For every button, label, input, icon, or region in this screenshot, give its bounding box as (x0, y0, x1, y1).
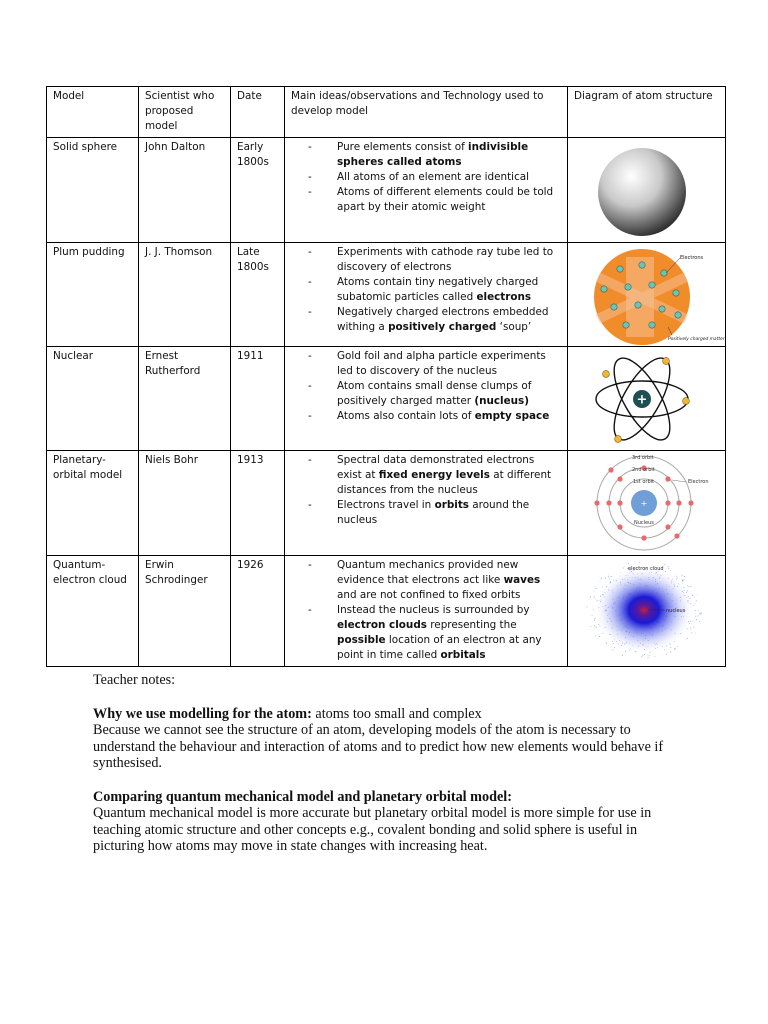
cell-ideas (285, 451, 568, 556)
electron-cloud-diagram (568, 556, 726, 660)
cell-model: Plum pudding (47, 243, 139, 347)
idea-text: Instead the nucleus is surrounded by (337, 604, 530, 616)
cell-diagram (568, 347, 726, 451)
nucleus-plus: + (636, 392, 648, 408)
idea-item (291, 275, 561, 305)
idea-text: at different distances from the nucleus (337, 469, 552, 496)
idea-item (291, 558, 561, 603)
cell-scientist: John Dalton (139, 138, 231, 243)
teacher-notes (93, 672, 683, 855)
plum-electrons-label: Electrons (680, 255, 704, 261)
idea-text: Electrons travel in (337, 499, 435, 511)
plum-pudding-diagram (568, 243, 726, 347)
ideas-list (291, 245, 561, 335)
plum-matter-label: Positively charged matter (668, 337, 725, 342)
notes-body-comparison: Quantum mechanical model is more accurate but planetary orbital model is more simple for use in teaching atomic structure and other concepts e.g., covalent bonding and solid sphere is useful in picturing how atoms may move in state changes with increasing heat. (93, 805, 652, 854)
idea-bold-text: indivisible spheres called atoms (337, 141, 529, 168)
table-row (47, 243, 726, 347)
idea-text: Atoms contain tiny negatively charged subatomic particles called (337, 276, 539, 303)
cell-ideas (285, 138, 568, 243)
idea-text: Atoms also contain lots of (337, 410, 475, 422)
bohr-orbit2-label: 2nd orbit (632, 467, 655, 473)
idea-bold-text: waves (503, 574, 541, 586)
bohr-electron-label: Electron (688, 479, 709, 485)
idea-bold-text: electrons (476, 291, 532, 303)
cell-ideas (285, 347, 568, 451)
cell-ideas (285, 556, 568, 667)
cell-date: Late 1800s (231, 243, 285, 347)
idea-text: ‘soup’ (496, 321, 532, 333)
idea-bold-text: electron clouds (337, 619, 427, 631)
ideas-list (291, 453, 561, 528)
bohr-orbit3-label: 3rd orbit (632, 455, 654, 461)
idea-text: around the nucleus (337, 499, 530, 526)
idea-item (291, 185, 561, 215)
header-ideas: Main ideas/observations and Technology used to develop model (285, 87, 568, 138)
bohr-plus: + (640, 499, 648, 508)
idea-text: Experiments with cathode ray tube led to discovery of electrons (337, 246, 554, 273)
idea-text: Pure elements consist of (337, 141, 469, 153)
notes-heading-comparison: Comparing quantum mechanical model and planetary orbital model: (93, 788, 512, 805)
idea-item (291, 305, 561, 335)
idea-text: All atoms of an element are identical (337, 171, 530, 183)
header-model: Model (47, 87, 139, 138)
header-date: Date (231, 87, 285, 138)
header-scientist: Scientist who proposed model (139, 87, 231, 138)
notes-section-modelling (93, 706, 683, 723)
cell-scientist: Ernest Rutherford (139, 347, 231, 451)
idea-text: representing the (426, 619, 517, 631)
cell-date: Early 1800s (231, 138, 285, 243)
cell-diagram (568, 556, 726, 667)
idea-text: Negatively charged electrons embedded withing a (337, 306, 549, 333)
cell-model: Planetary-orbital model (47, 451, 139, 556)
atom-models-table (46, 86, 726, 667)
table-row (47, 556, 726, 667)
idea-text: Quantum mechanics provided new evidence that electrons act like (337, 559, 519, 586)
cell-diagram (568, 243, 726, 347)
idea-bold-text: empty space (474, 410, 550, 422)
idea-bold-text: possible (337, 634, 386, 646)
cell-ideas (285, 243, 568, 347)
cell-model: Nuclear (47, 347, 139, 451)
idea-text: Atoms of different elements could be told apart by their atomic weight (337, 186, 554, 213)
idea-bold-text: orbits (434, 499, 469, 511)
idea-bold-text: fixed energy levels (378, 469, 490, 481)
idea-bold-text: (nucleus) (474, 395, 529, 407)
notes-body-modelling: Because we cannot see the structure of an atom, developing models of the atom is necessary to understand the behaviour and interaction of atoms and to predict how new elements would behave if synthesised. (93, 722, 664, 771)
idea-text: location of an electron at any point in time called (337, 634, 542, 661)
cell-scientist: Niels Bohr (139, 451, 231, 556)
idea-item (291, 170, 561, 185)
cell-model: Quantum-electron cloud (47, 556, 139, 667)
idea-item (291, 379, 561, 409)
notes-section-comparison (93, 789, 683, 806)
bohr-orbit1-label: 1st orbit (633, 479, 654, 485)
cell-diagram (568, 138, 726, 243)
bohr-model-diagram (568, 451, 726, 555)
notes-inline-modelling: atoms too small and complex (311, 705, 482, 722)
solid-sphere-diagram (568, 138, 726, 242)
idea-item (291, 245, 561, 275)
idea-text: Atom contains small dense clumps of positively charged matter (337, 380, 532, 407)
cell-model: Solid sphere (47, 138, 139, 243)
bohr-nucleus-label: Nucleus (634, 520, 654, 526)
cloud-label: electron cloud (628, 566, 664, 572)
notes-intro: Teacher notes: (93, 672, 176, 688)
idea-item (291, 140, 561, 170)
header-diagram: Diagram of atom structure (568, 87, 726, 138)
idea-item (291, 409, 561, 424)
ideas-list (291, 140, 561, 215)
ideas-list (291, 349, 561, 424)
cell-date: 1911 (231, 347, 285, 451)
idea-item (291, 498, 561, 528)
table-row (47, 347, 726, 451)
cell-scientist: Erwin Schrodinger (139, 556, 231, 667)
cell-date: 1926 (231, 556, 285, 667)
cell-scientist: J. J. Thomson (139, 243, 231, 347)
idea-text: and are not confined to fixed orbits (337, 589, 521, 601)
idea-text: Gold foil and alpha particle experiments led to discovery of the nucleus (337, 350, 546, 377)
cell-diagram (568, 451, 726, 556)
nuclear-atom-diagram (568, 347, 726, 451)
idea-text: Spectral data demonstrated electrons exist at (337, 454, 535, 481)
idea-bold-text: positively charged (388, 321, 497, 333)
ideas-list (291, 558, 561, 663)
idea-item (291, 349, 561, 379)
cell-date: 1913 (231, 451, 285, 556)
notes-heading-modelling: Why we use modelling for the atom: (93, 705, 312, 722)
table-header-row (47, 87, 726, 138)
idea-item (291, 603, 561, 663)
table-row (47, 451, 726, 556)
cloud-nucleus-label: nucleus (666, 608, 686, 614)
table-row (47, 138, 726, 243)
idea-bold-text: orbitals (440, 649, 486, 661)
idea-item (291, 453, 561, 498)
